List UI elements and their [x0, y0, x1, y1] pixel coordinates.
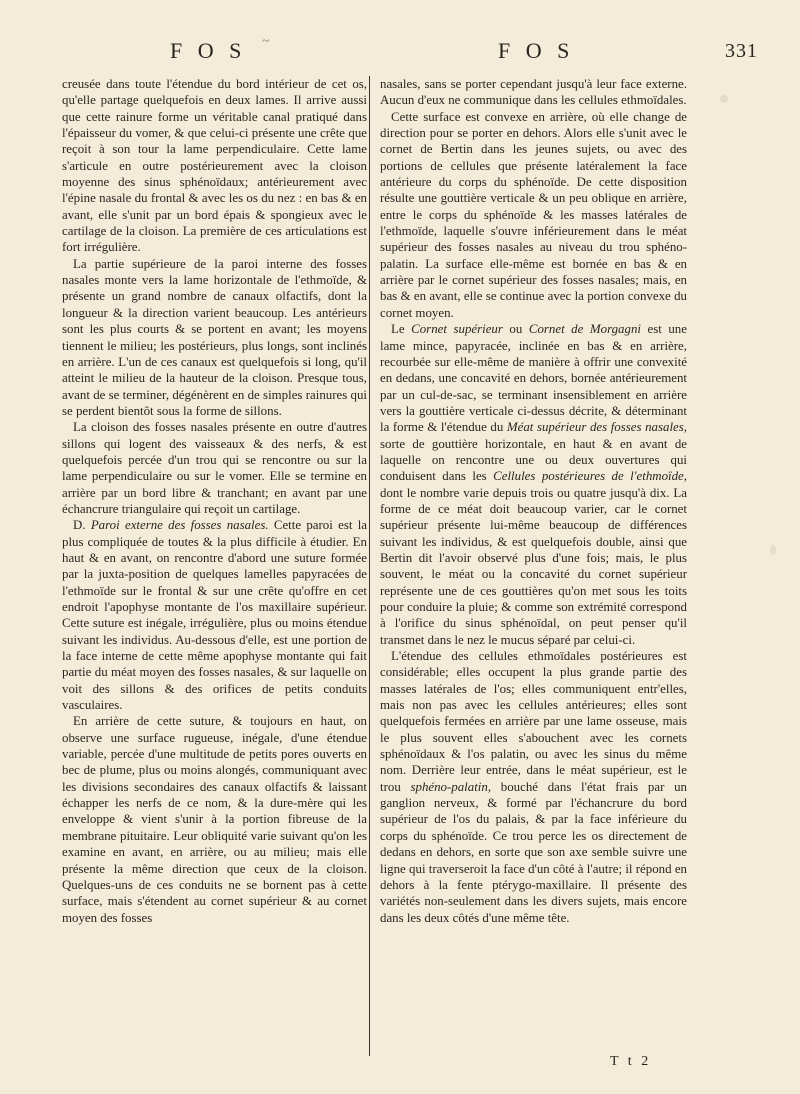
term-cellules-posterieures: Cellules postérieures de l'ethmoïde, [493, 469, 687, 484]
term-cornet-superieur: Cornet supérieur [411, 322, 503, 337]
paragraph: La cloison des fosses nasales présente en outre d'autres sillons qui logent des vaisseaux & des nerfs, & est quelquefois percée d'un trou qui se rencontre ou sur la lame perpendiculaire ou sur le vomer. Elle se termine en arrière par un bord libre & tranchant; en avant par une échancrure triangulaire qui reçoit un cartilage. [62, 420, 367, 516]
paper-stain [770, 545, 776, 555]
paragraph-text: sorte de gouttière horizontale, en haut & en avant de laquelle on rencontre une ou deux ouvertures qui conduisent dans les [380, 436, 687, 484]
running-head-left: F O S [170, 38, 247, 63]
term-spheno-palatin: sphéno-palatin, [410, 779, 492, 794]
page-number: 331 [725, 40, 758, 62]
paragraph: En arrière de cette suture, & toujours en haut, on observe une surface rugueuse, inégale, d'une étendue variable, percée d'une multitude de petits pores ouverts en bec de plume, plus ou moins alongés, communiquant avec les divisions secondaires des canaux olfactifs & laissant échapper les nerfs de ce nom, & la dure-mère qui les enveloppe & vient s'unir à la portion fibreuse de la membrane pituitaire. Leur obliquité varie suivant qu'on les examine en avant, en arrière, ou au milieu; mais elle présente la même direction que ceux de la cloison. Quelques-uns de ces conduits ne se bornent pas à cette surface, mais s'étendent au cornet supérieur & au cornet moyen des fosses [62, 714, 367, 925]
section-title: Paroi externe des fosses nasales. [90, 518, 269, 533]
paragraph-text: Cette paroi est la plus compliquée de toutes & la plus difficile à étudier. En haut & en avant, on rencontre d'abord une suture formée par la juxta-position de quelques lamelles papyracées de l'ethmoïde sur le frontal & sur une crête qu'offre en cet endroit l'apophyse montante de l'os maxillaire supérieur. Cette suture est inégale, irrégulière, plus ou moins étendue suivant les individus. Au-dessous d'elle, est une portion de la face interne de cette même apophyse montante qui fait partie du méat moyen des fosses nasales, & sur laquelle on voit des sillons & des orifices de petits conduits vasculaires. [62, 518, 367, 713]
right-column [380, 76, 687, 926]
paragraph [62, 517, 367, 713]
term-cornet-morgagni: Cornet de Morgagni [528, 322, 641, 337]
paragraph: Cette surface est convexe en arrière, où elle change de direction pour se porter en dehors. Alors elle s'unit avec le cornet de Bertin dans les jeunes sujets, ou avec des portions de cellules que présente latéralement la face antérieure du corps du sphénoïde. De cette disposition résulte une gouttière verticale & un peu oblique en arrière, entre le corps du sphénoïde & les masses latérales de l'ethmoïde, laquelle s'ouvre inférieurement dans le méat supérieur des fosses nasales au niveau du trou sphéno-palatin. La surface elle-même est bornée en bas & en arrière par le cornet supérieur des fosses nasales; mais, en bas & en avant, elle se continue avec la portion convexe du cornet moyen. [380, 109, 687, 320]
paragraph-text: L'étendue des cellules ethmoïdales postérieures est considérable; elles occupent la plus grande partie des masses latérales de l'os; elles communiquent entr'elles, mais non pas avec les cellules antérieures; elles sont quelquefois fermées en arrière par une lame osseuse, mais le plus souvent elles s'abouchent avec les cornets sphénoïdaux & l'os palatin, ou avec les sinus du même nom. Derrière leur entrée, dans le méat supérieur, est le trou [380, 649, 687, 794]
section-letter: D. [73, 518, 91, 533]
paragraph: La partie supérieure de la paroi interne des fosses nasales monte vers la lame horizontale de l'ethmoïde, & présente un grand nombre de canaux olfactifs, dont la longueur & la direction varient beaucoup. Les antérieurs sont les plus courts & se portent en avant; les moyens tiennent le milieu; les postérieurs, plus longs, sont inclinés en arrière. L'un de ces canaux est quelquefois si long, qu'il atteint le milieu de la hauteur de la cloison. Presque tous, avant de se terminer, dégénèrent en de simples rainures qui se perdent bientôt sous la forme de sillons. [62, 256, 367, 418]
column-rule [369, 76, 370, 1056]
paragraph: nasales, sans se porter cependant jusqu'à leur face externe. Aucun d'eux ne communique dans les cellules ethmoïdales. [380, 77, 687, 108]
paragraph-text: ou [502, 322, 529, 337]
signature-mark: T t 2 [610, 1054, 652, 1069]
paragraph-text: dont le nombre varie depuis trois ou quatre jusqu'à dix. La forme de ce méat doit beaucoup varier, car le cornet supérieur présente lui-même beaucoup de différences suivant les individus, & est quelquefois double, ainsi que Bertin dit l'avoir observé plus d'une fois; mais, le plus souvent, le méat ou la concavité du cornet supérieur représente une de ces gouttières qu'on met sous les toits pour conduire la pluie; & comme son extrémité correspond à l'orifice du sinus sphénoïdal, on peut penser qu'il transmet dans le nez le mucus séparé par celui-ci. [380, 485, 687, 647]
paper-stain [720, 95, 728, 103]
paragraph [380, 321, 687, 648]
paragraph: creusée dans toute l'étendue du bord intérieur de cet os, qu'elle partage quelquefois en deux lames. Il arrive aussi que cette rainure forme un véritable canal pratiqué dans l'épaisseur du vomer, & que celui-ci présente une crête que reçoit à son tour la lame perpendiculaire. Cette lame s'articule en outre postérieurement avec la cloison moyenne des sinus sphénoïdaux; antérieurement avec l'épine nasale du frontal & avec les os du nez : en bas & en avant, elle s'unit par un bord épais & spongieux avec le cartilage de la cloison. La première de ces articulations est fort irrégulière. [62, 77, 367, 255]
paragraph-text: est une lame mince, papyracée, inclinée en bas & en arrière, recourbée sur elle-même de manière à offrir une convexité en dedans, une concavité en dehors, bornée antérieurement par un cul-de-sac, se terminant insensiblement en arrière vers la gouttière verticale ci-dessus décrite, & déterminant la forme & l'étendue du [380, 322, 687, 435]
term-meat-superieur: Méat supérieur des fosses nasales, [506, 420, 687, 435]
paragraph-text: bouché dans l'état frais par un ganglion nerveux, & formé par l'échancrure du bord supérieur de l'os du palais, & par la face inférieure du corps du sphénoïde. Ce trou perce les os directement de dedans en dehors, en sorte que son axe semble suivre une ligne qui traverseroit la face d'un côté à l'autre; il répond en dehors à la fente ptérygo-maxillaire. Il présente des variétés non-seulement dans les divers sujets, mais encore dans les deux côtés d'une même tête. [380, 779, 687, 925]
paragraph-text: Le [391, 322, 412, 337]
left-column [62, 76, 367, 926]
running-head-right: F O S [498, 38, 575, 63]
running-head-mark: ~ [262, 34, 270, 49]
paragraph [380, 648, 687, 926]
